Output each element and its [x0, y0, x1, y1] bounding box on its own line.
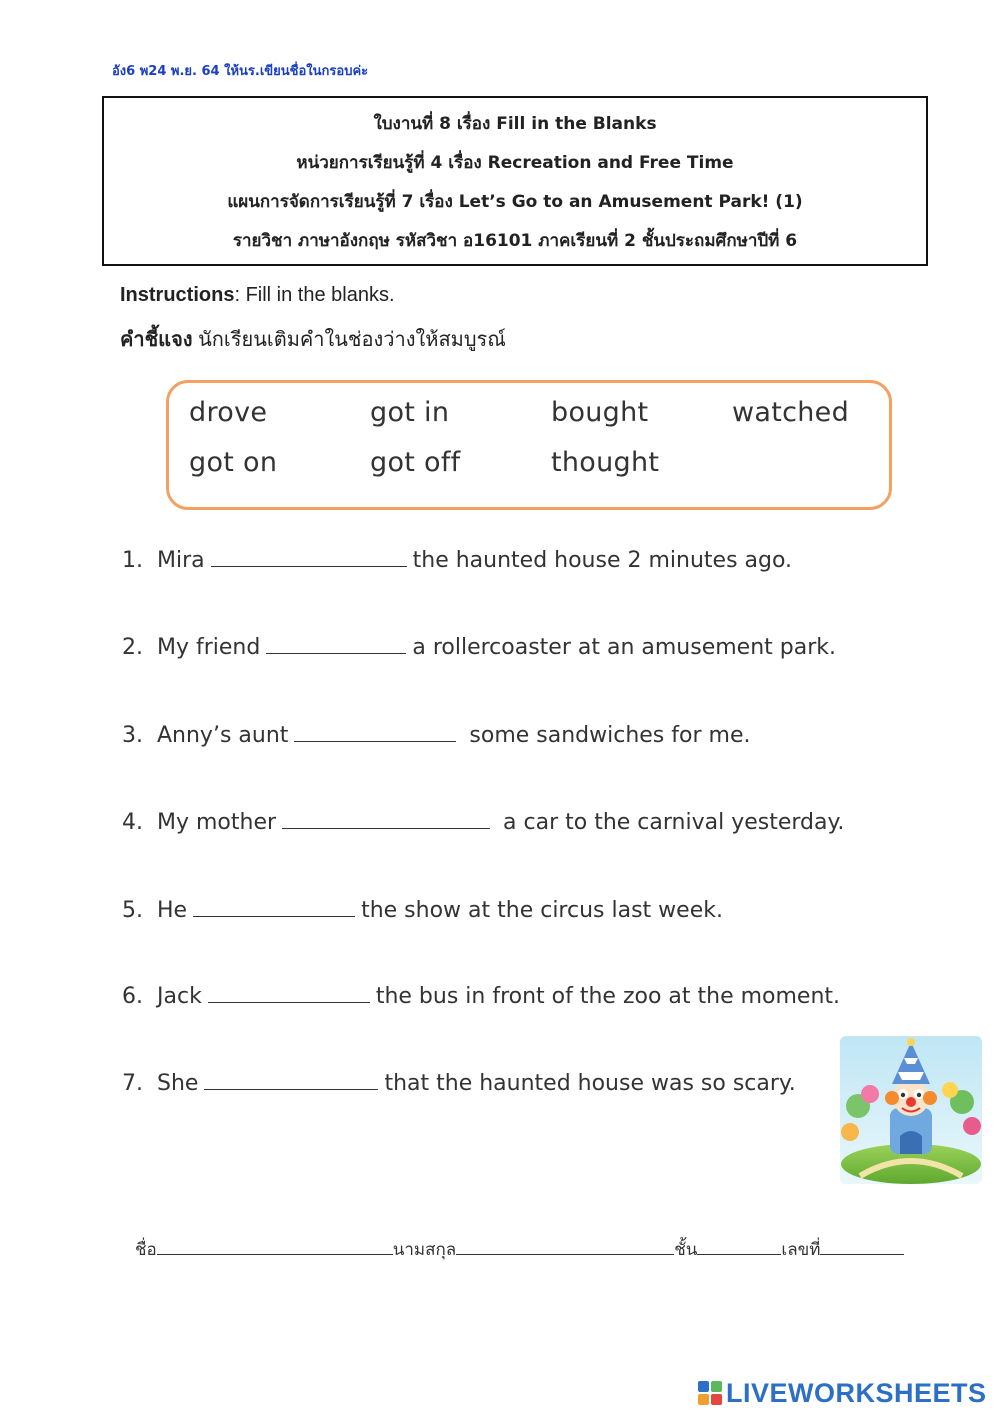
answer-blank-2[interactable] — [266, 633, 406, 654]
question-6 — [122, 982, 840, 1009]
surname-label: นามสกุล — [392, 1240, 457, 1260]
instructions-thai-text: นักเรียนเติมคำในช่องว่างให้สมบูรณ์ — [192, 329, 506, 351]
word-bank-item: watched — [732, 397, 850, 428]
answer-blank-1[interactable] — [211, 546, 407, 567]
question-after: that the haunted house was so scary. — [384, 1071, 796, 1096]
question-5 — [122, 896, 723, 923]
question-number: 6. — [122, 984, 143, 1009]
answer-blank-3[interactable] — [294, 721, 456, 742]
name-label: ชื่อ — [135, 1240, 157, 1260]
word-bank — [166, 380, 892, 510]
answer-blank-4[interactable] — [282, 808, 490, 829]
instructions-label: Instructions — [120, 284, 235, 306]
student-info-line — [135, 1236, 904, 1263]
word-bank-item: drove — [189, 397, 268, 428]
number-label: เลขที่ — [781, 1240, 821, 1260]
instructions-thai — [120, 323, 506, 355]
surname-field[interactable] — [456, 1238, 674, 1255]
teacher-note: อัง6 พ24 พ.ย. 64 ให้นร.เขียนชื่อในกรอบค่ะ — [112, 64, 369, 79]
question-number: 3. — [122, 723, 143, 748]
question-3 — [122, 721, 750, 748]
logo-mark-icon — [698, 1381, 722, 1405]
answer-blank-6[interactable] — [208, 982, 370, 1003]
answer-blank-7[interactable] — [204, 1069, 378, 1090]
question-after: a rollercoaster at an amusement park. — [412, 635, 836, 660]
question-before: Jack — [157, 984, 202, 1009]
instructions-text: Fill in the blanks. — [240, 284, 395, 306]
question-7 — [122, 1069, 796, 1096]
question-number: 4. — [122, 810, 143, 835]
class-field[interactable] — [697, 1238, 781, 1255]
word-bank-item: got on — [189, 447, 278, 478]
instructions-english — [120, 284, 395, 307]
worksheet-header — [102, 96, 928, 266]
question-before: My mother — [157, 810, 277, 835]
number-field[interactable] — [820, 1238, 904, 1255]
word-bank-item: got off — [370, 447, 461, 478]
question-before: Mira — [157, 548, 205, 573]
class-label: ชั้น — [674, 1240, 698, 1260]
word-bank-item: got in — [370, 397, 450, 428]
question-after: the bus in front of the zoo at the moment. — [375, 984, 841, 1009]
logo-text: LIVEWORKSHEETS — [726, 1377, 987, 1408]
instructions-separator: : — [234, 284, 241, 306]
question-before: My friend — [157, 635, 261, 660]
question-after: some sandwiches for me. — [462, 723, 751, 748]
header-line-plan: แผนการจัดการเรียนรู้ที่ 7 เรื่อง Let’s Go to an Amusement Park! (1) — [227, 192, 803, 212]
question-number: 2. — [122, 635, 143, 660]
question-number: 5. — [122, 898, 143, 923]
word-bank-item: bought — [551, 397, 649, 428]
instructions-thai-label: คำชี้แจง — [120, 329, 193, 351]
question-after: the haunted house 2 minutes ago. — [412, 548, 793, 573]
answer-blank-5[interactable] — [193, 896, 355, 917]
question-before: She — [157, 1071, 199, 1096]
header-line-unit: หน่วยการเรียนรู้ที่ 4 เรื่อง Recreation and Free Time — [296, 153, 734, 173]
word-bank-item: thought — [551, 447, 660, 478]
question-number: 1. — [122, 548, 143, 573]
question-after: the show at the circus last week. — [361, 898, 723, 923]
header-line-subject: รายวิชา ภาษาอังกฤษ รหัสวิชา อ16101 ภาคเรียนที่ 2 ชั้นประถมศึกษาปีที่ 6 — [232, 231, 798, 251]
clown-castle-illustration — [840, 1036, 982, 1184]
name-field[interactable] — [157, 1238, 393, 1255]
question-before: He — [157, 898, 188, 923]
question-4 — [122, 808, 844, 835]
question-number: 7. — [122, 1071, 143, 1096]
question-2 — [122, 633, 836, 660]
question-1 — [122, 546, 792, 573]
header-line-title: ใบงานที่ 8 เรื่อง Fill in the Blanks — [373, 114, 657, 134]
question-before: Anny’s aunt — [157, 723, 289, 748]
question-after: a car to the carnival yesterday. — [496, 810, 845, 835]
liveworksheets-logo — [698, 1378, 987, 1408]
